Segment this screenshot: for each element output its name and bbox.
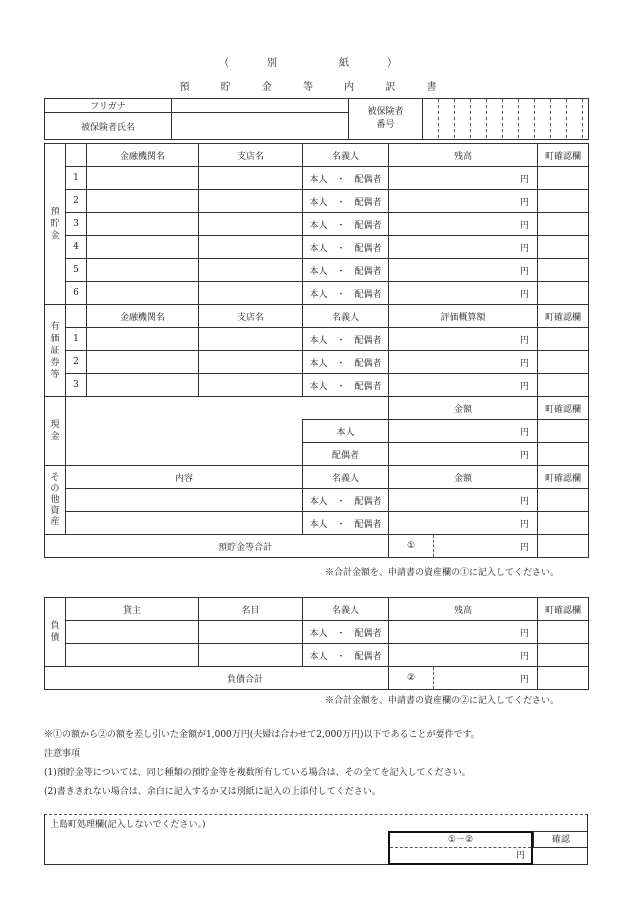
deposits-header-balance: 残高 (389, 144, 538, 167)
office-label: 上島町処理欄(記入しないでください。) (50, 820, 206, 830)
insured-table (44, 98, 589, 140)
deposit-row: 5 本人 ・ 配偶者 円 (45, 259, 589, 282)
liabilities-header-lender: 貸主 (66, 598, 199, 621)
holder-choice[interactable]: 本人 ・ 配偶者 (303, 351, 389, 374)
liabilities-section-label: 負 債 (45, 598, 66, 667)
insured-number-field[interactable] (423, 99, 589, 140)
other-header-holder: 名義人 (303, 466, 389, 489)
liabilities-header-purpose: 名目 (199, 598, 303, 621)
holder-choice[interactable]: 本人 ・ 配偶者 (303, 621, 389, 644)
cash-spouse-amount[interactable]: 円 (389, 443, 538, 466)
other-header-confirm: 町確認欄 (538, 466, 589, 489)
deposit-row: 4 本人 ・ 配偶者 円 (45, 236, 589, 259)
difference-box[interactable] (388, 831, 533, 865)
holder-choice[interactable]: 本人 ・ 配偶者 (303, 512, 389, 535)
securities-row: 3 本人 ・ 配偶者 円 (45, 374, 589, 397)
insured-number-label: 被保険者 番号 (349, 99, 423, 140)
liabilities-header-holder: 名義人 (303, 598, 389, 621)
cash-header-amount: 金額 (389, 397, 538, 420)
other-header-content: 内容 (66, 466, 303, 489)
deposit-row: 3 本人 ・ 配偶者 円 (45, 213, 589, 236)
holder-choice[interactable]: 本人 ・ 配偶者 (303, 374, 389, 397)
deposits-header-confirm: 町確認欄 (538, 144, 589, 167)
holder-choice[interactable]: 本人 ・ 配偶者 (303, 167, 389, 190)
liabilities-header-balance: 残高 (389, 598, 538, 621)
insured-name-label: 被保険者氏名 (45, 113, 172, 140)
liabilities-table (44, 597, 589, 690)
securities-header-value: 評価概算額 (389, 305, 538, 328)
deposit-total-note: ※合計金額を、申請書の資産欄の①に記入してください。 (325, 568, 560, 578)
other-row: 本人 ・ 配偶者 円 (45, 489, 589, 512)
other-header-amount: 金額 (389, 466, 538, 489)
holder-choice[interactable]: 本人 ・ 配偶者 (303, 282, 389, 305)
securities-header-branch: 支店名 (199, 305, 303, 328)
cash-header-confirm: 町確認欄 (538, 397, 589, 420)
insured-name-field[interactable] (172, 113, 349, 140)
cash-self-amount[interactable]: 円 (389, 420, 538, 443)
cash-section-label: 現 金 (45, 397, 66, 466)
other-row: 本人 ・ 配偶者 円 (45, 512, 589, 535)
deposit-total-label: 預貯金等合計 (45, 535, 389, 558)
notes-heading: 注意事項 (44, 749, 81, 759)
deposits-section-label: 預 貯 金 (45, 144, 66, 305)
liabilities-total-note: ※合計金額を、申請書の資産欄の②に記入してください。 (325, 696, 560, 706)
securities-header-bank: 金融機関名 (87, 305, 199, 328)
holder-choice[interactable]: 本人 ・ 配偶者 (303, 259, 389, 282)
deposit-row: 6 本人 ・ 配偶者 円 (45, 282, 589, 305)
requirement-note: ※①の額から②の額を差し引いた金額が1,000万円(夫婦は合わせて2,000万円)以下であることが要件です。 (44, 730, 480, 740)
furigana-field[interactable] (172, 99, 349, 113)
furigana-label: フリガナ (45, 99, 172, 113)
holder-choice[interactable]: 本人 ・ 配偶者 (303, 190, 389, 213)
holder-choice[interactable]: 本人 ・ 配偶者 (303, 644, 389, 667)
other-section-label: そ の 他 資 産 (45, 466, 66, 535)
attachment-label: （ 別 紙 ） (219, 58, 411, 69)
liabilities-total-label: 負債合計 (45, 667, 389, 690)
holder-choice[interactable]: 本人 ・ 配偶者 (303, 236, 389, 259)
holder-choice[interactable]: 本人 ・ 配偶者 (303, 489, 389, 512)
cash-spouse-label: 配偶者 (303, 443, 389, 466)
mark-one: ① (389, 535, 434, 557)
mark-two: ② (389, 667, 434, 689)
deposits-header-bank: 金融機関名 (87, 144, 199, 167)
securities-row: 2 本人 ・ 配偶者 円 (45, 351, 589, 374)
assets-table (44, 143, 589, 558)
liabilities-total-amount[interactable]: ② 円 (389, 667, 538, 690)
office-confirm-label: 確認 (533, 831, 588, 848)
deposits-header-branch: 支店名 (199, 144, 303, 167)
deposits-header-holder: 名義人 (303, 144, 389, 167)
cash-self-label: 本人 (303, 420, 389, 443)
difference-yen: 円 (515, 851, 525, 861)
notes-item-2: (2)書ききれない場合は、余白に記入するか又は別紙に記入の上添付してください。 (44, 787, 381, 797)
notes-item-1: (1)預貯金等については、同じ種類の預貯金等を複数所有している場合は、その全てを記入してください。 (44, 768, 471, 778)
office-box (44, 814, 588, 865)
securities-header-confirm: 町確認欄 (538, 305, 589, 328)
deposit-row: 1 本人 ・ 配偶者 円 (45, 167, 589, 190)
securities-header-holder: 名義人 (303, 305, 389, 328)
deposit-row: 2 本人 ・ 配偶者 円 (45, 190, 589, 213)
securities-section-label: 有 価 証 券 等 (45, 305, 66, 397)
liabilities-header-confirm: 町確認欄 (538, 598, 589, 621)
liability-row: 本人 ・ 配偶者 円 (45, 644, 589, 667)
difference-label: ①－② (390, 833, 531, 848)
securities-row: 1 本人 ・ 配偶者 円 (45, 328, 589, 351)
document-title: 預 貯 金 等 内 訳 書 (179, 82, 451, 93)
holder-choice[interactable]: 本人 ・ 配偶者 (303, 213, 389, 236)
deposit-total-amount[interactable]: ① 円 (389, 535, 538, 558)
holder-choice[interactable]: 本人 ・ 配偶者 (303, 328, 389, 351)
liability-row: 本人 ・ 配偶者 円 (45, 621, 589, 644)
